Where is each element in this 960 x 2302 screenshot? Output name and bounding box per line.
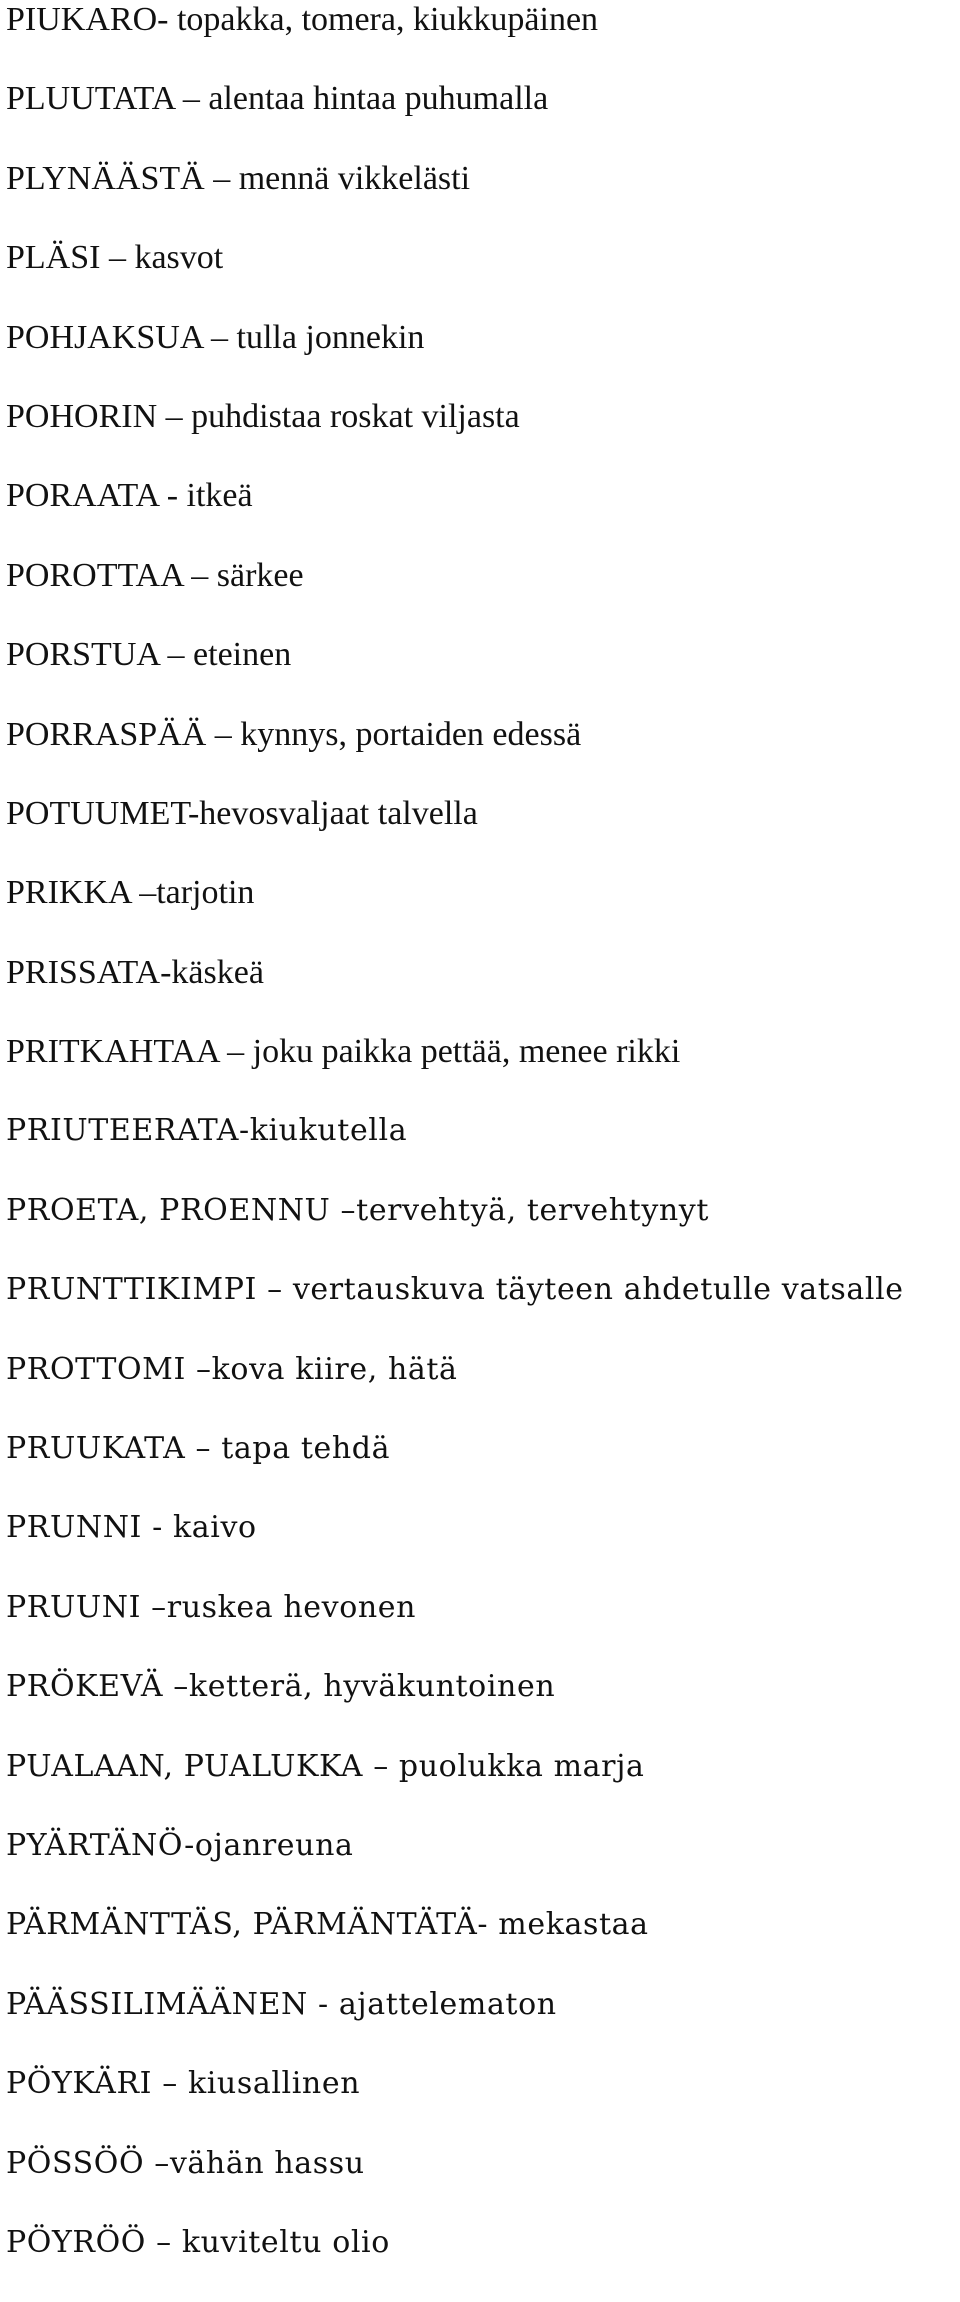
glossary-entry: PORSTUA – eteinen	[6, 636, 292, 674]
glossary-entry: POHORIN – puhdistaa roskat viljasta	[6, 397, 520, 435]
glossary-entry: POHJAKSUA – tulla jonnekin	[6, 318, 425, 356]
glossary-entry: PLÄSI – kasvot	[6, 239, 224, 277]
glossary-entry: POROTTAA – särkee	[6, 556, 304, 594]
glossary-entry: PÖYKÄRI – kiusallinen	[6, 2066, 361, 2102]
glossary-entry: PRUNNI - kaivo	[6, 1510, 257, 1546]
glossary-entry: PRUUNI –ruskea hevonen	[6, 1589, 417, 1625]
glossary-entry: PLYNÄÄSTÄ – mennä vikkelästi	[6, 159, 471, 197]
glossary-entry: PROTTOMI –kova kiire, hätä	[6, 1351, 458, 1387]
glossary-entry: PRUNTTIKIMPI – vertauskuva täyteen ahdetulle vatsalle	[6, 1272, 904, 1308]
glossary-entry: PRISSATA-käskeä	[6, 953, 264, 991]
glossary-entry: PÖSSÖÖ –vähän hassu	[6, 2145, 365, 2181]
glossary-entry: PRIKKA –tarjotin	[6, 874, 255, 912]
glossary-entry: PÄÄSSILIMÄÄNEN - ajattelematon	[6, 1986, 557, 2022]
glossary-entry: PROETA, PROENNU –tervehtyä, tervehtynyt	[6, 1192, 709, 1228]
glossary-entry: PLUUTATA – alentaa hintaa puhumalla	[6, 80, 549, 118]
glossary-entry: PÄRMÄNTTÄS, PÄRMÄNTÄTÄ- mekastaa	[6, 1907, 649, 1943]
glossary-entry: PRITKAHTAA – joku paikka pettää, menee rikki	[6, 1033, 681, 1071]
glossary-entry: PORAATA - itkeä	[6, 477, 253, 515]
glossary-entry: PRÖKEVÄ –ketterä, hyväkuntoinen	[6, 1669, 556, 1705]
glossary-entry: PYÄRTÄNÖ-ojanreuna	[6, 1827, 354, 1863]
glossary-entry: PIUKARO- topakka, tomera, kiukkupäinen	[6, 1, 599, 38]
glossary-entry: POTUUMET-hevosvaljaat talvella	[6, 794, 478, 832]
glossary-entry: PRUUKATA – tapa tehdä	[6, 1431, 391, 1467]
glossary-entry: PUALAAN, PUALUKKA – puolukka marja	[6, 1748, 645, 1784]
glossary-entry: PRIUTEERATA-kiukutella	[6, 1113, 408, 1149]
glossary-entry: PORRASPÄÄ – kynnys, portaiden edessä	[6, 715, 582, 753]
glossary-entry: PÖYRÖÖ – kuviteltu olio	[6, 2224, 390, 2260]
glossary-document	[6, 0, 956, 2302]
